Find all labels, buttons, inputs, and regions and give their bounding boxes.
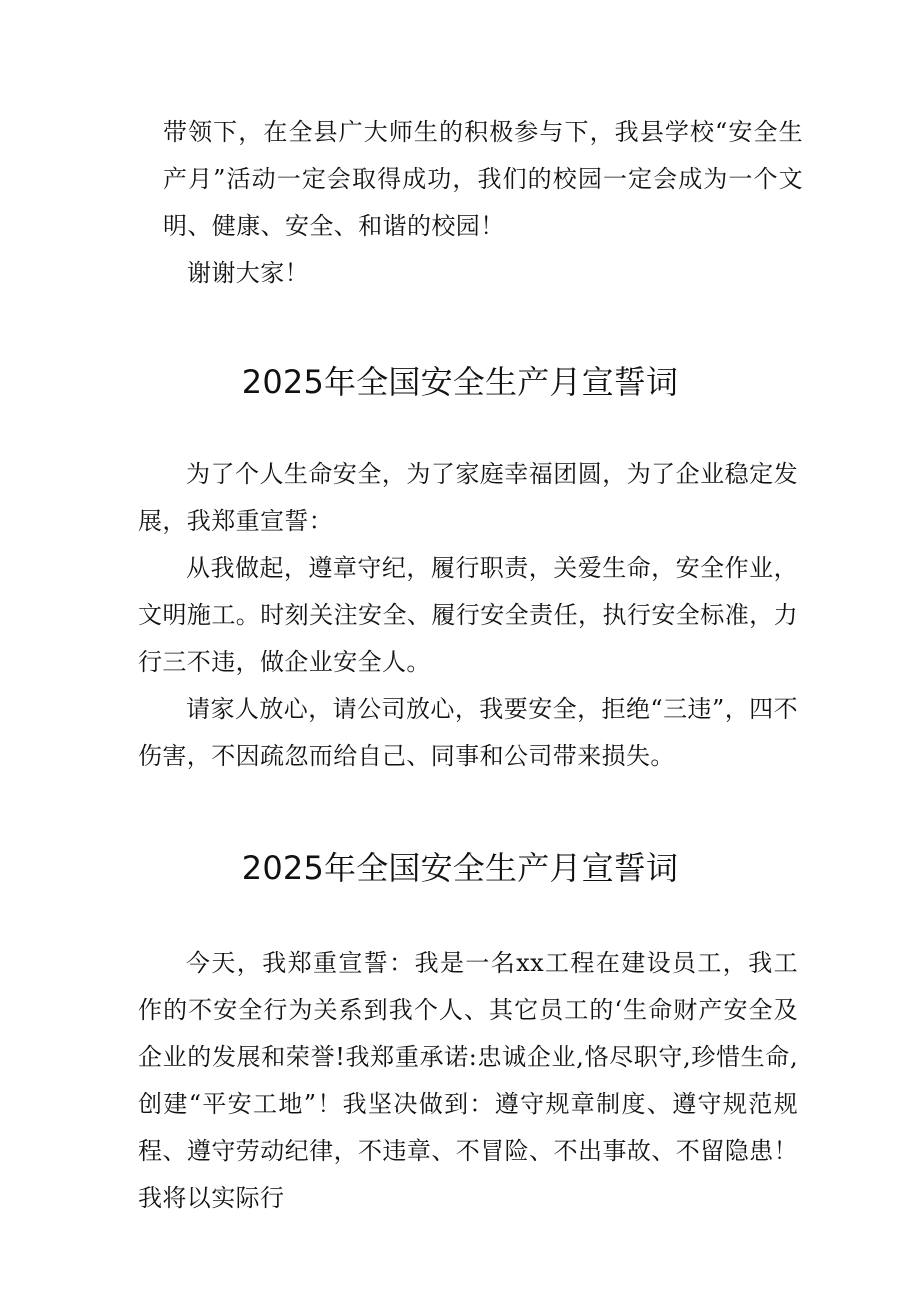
section-body <box>138 940 798 1222</box>
paragraph: 从我做起，遵章守纪，履行职责，关爱生命，安全作业，文明施工。时刻关注安全、履行安全责任，执行安全标准，力行三不违，做企业安全人。 <box>138 554 798 676</box>
paragraph: 为了个人生命安全，为了家庭幸福团圆，为了企业稳定发展，我郑重宣誓： <box>138 460 798 535</box>
continuation-text <box>163 109 803 297</box>
paragraph: 谢谢大家！ <box>187 259 309 287</box>
section-body <box>138 451 798 780</box>
section-title: 2025年全国安全生产月宣誓词 <box>241 363 679 401</box>
paragraph: 带领下，在全县广大师生的积极参与下，我县学校“安全生产月”活动一定会取得成功，我们的校园一定会成为一个文明、健康、安全、和谐的校园！ <box>163 118 803 240</box>
section-title: 2025年全国安全生产月宣誓词 <box>241 849 679 887</box>
paragraph: 今天，我郑重宣誓：我是一名xx工程在建设员工，我工作的不安全行为关系到我个人、其它员工的‘生命财产安全及企业的发展和荣誉!我郑重承诺:忠诚企业,恪尽职守,珍惜生命,创建“平安工地”！我坚决做到：遵守规章制度、遵守规范规程、遵守劳动纪律，不违章、不冒险、不出事故、不留隐患！我将以实际行 <box>138 949 798 1212</box>
paragraph: 请家人放心，请公司放心，我要安全，拒绝“三违”，四不伤害，不因疏忽而给自己、同事和公司带来损失。 <box>138 695 798 770</box>
